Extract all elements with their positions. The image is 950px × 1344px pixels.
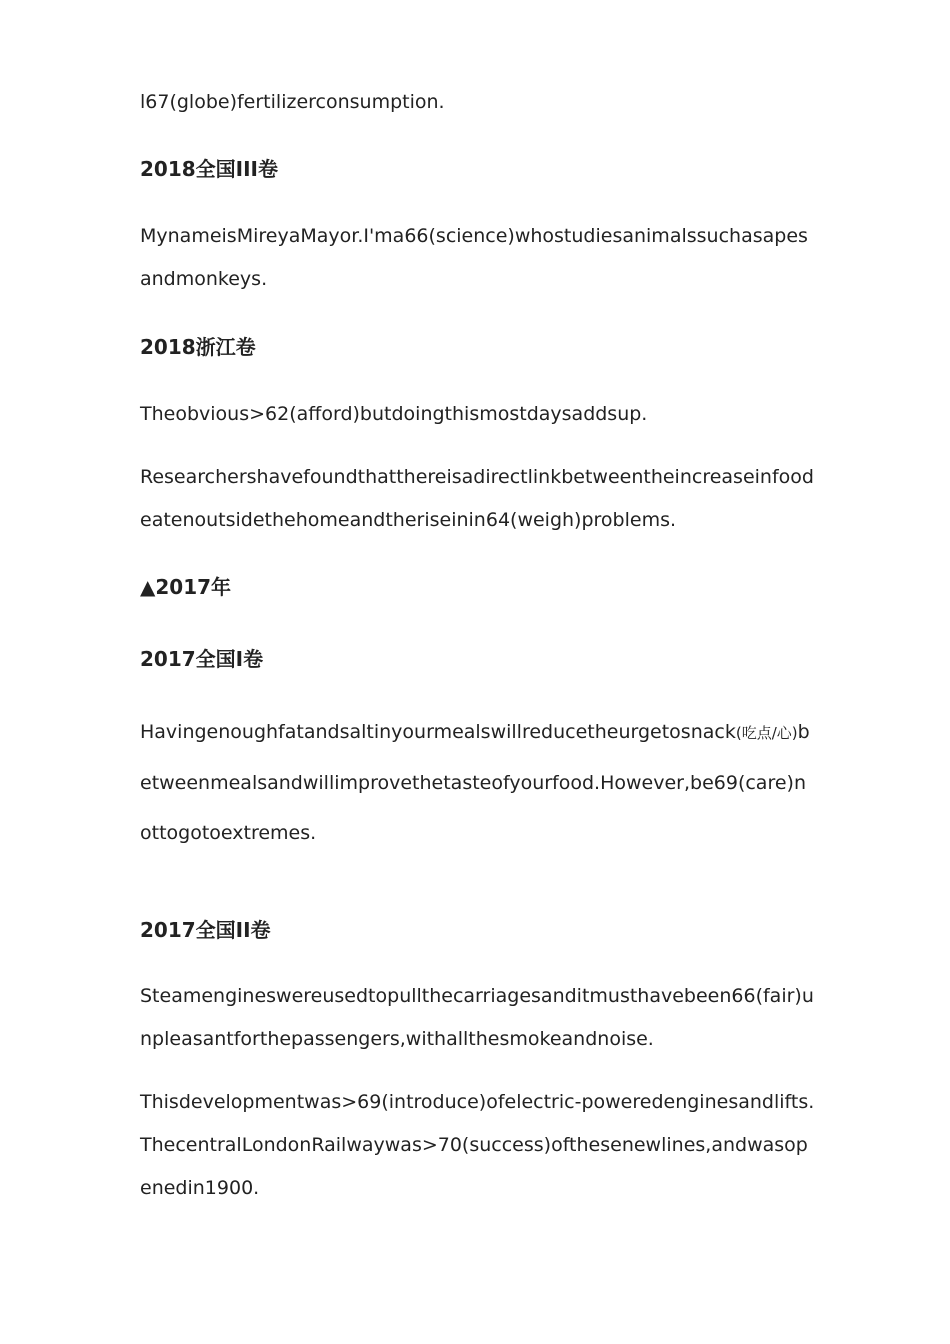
heading-2018-national-iii: 2018全国III卷 (140, 157, 278, 181)
paragraph-fertilizer: l67(globe)fertilizerconsumption. (140, 91, 445, 113)
heading-2018-zhejiang: 2018浙江卷 (140, 335, 256, 359)
heading-2017-national-i: 2017全国I卷 (140, 647, 264, 671)
paragraph-steam-engines: Steamengineswereusedtopullthecarriagesanditmusthavebeen66(fair)unpleasantforthepassengers,withallthesmokeandnoise. (140, 985, 814, 1050)
heading-2017-national-ii: 2017全国II卷 (140, 918, 271, 942)
paragraph-london-railway: Thisdevelopmentwas>69(introduce)ofelectric-poweredenginesandlifts.ThecentralLondonRailwaywas>70(success)ofthesenewlines,andwasopenedin1900. (140, 1091, 815, 1199)
snack-text-b: betweenmealsandwillimprovethetasteofyourfood.However,be69(care)nottogotoextremes. (140, 721, 810, 844)
paragraph-researchers: Researchershavefoundthatthereisadirectlinkbetweentheincreaseinfoodeatenoutsidethehomeandtheriseinin64(weigh)problems. (140, 466, 814, 531)
snack-text-a: Havingenoughfatandsaltinyourmealswillreducetheurgetosnack (140, 721, 736, 743)
paragraph-snack (140, 707, 815, 858)
snack-note-a: (吃点/ (735, 724, 777, 742)
paragraph-obvious-afford: Theobvious>62(afford)butdoingthismostdaysaddsup. (140, 403, 648, 425)
snack-note-b: 心) (776, 724, 798, 742)
heading-2017-year: ▲2017年 (140, 575, 232, 599)
paragraph-mireya-mayor: MynameisMireyaMayor.I'ma66(science)whostudiesanimalssuchasapesandmonkeys. (140, 225, 808, 290)
